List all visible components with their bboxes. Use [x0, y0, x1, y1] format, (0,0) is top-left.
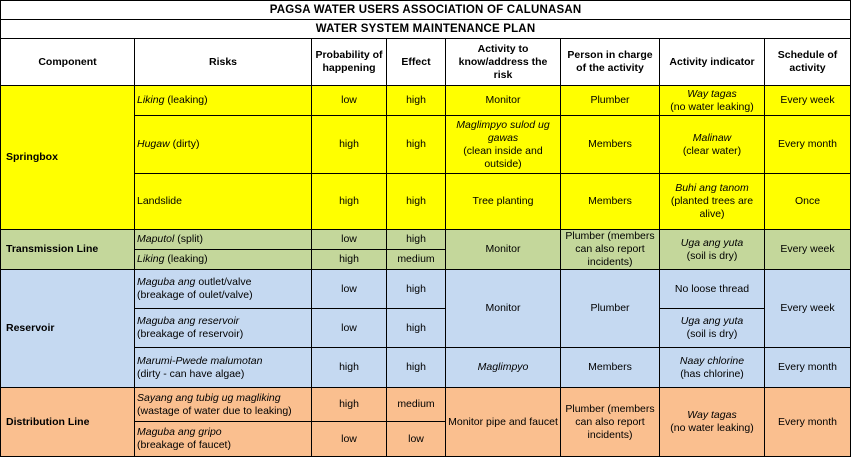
indicator-en: (soil is dry) [686, 328, 738, 340]
header-effect: Effect [387, 39, 446, 86]
risk-local: Maguba ang [137, 276, 196, 288]
component-springbox: Springbox [1, 86, 135, 230]
probability-cell: low [312, 230, 387, 250]
risk-local: Maputol [137, 233, 175, 245]
risk-en: (leaking) [167, 94, 208, 106]
component-distribution-line: Distribution Line [1, 388, 135, 457]
probability-cell: high [312, 250, 387, 270]
risk-local: Liking [137, 94, 165, 106]
indicator-local: Naay chlorine [679, 354, 745, 367]
risk-cell [135, 250, 312, 270]
header-risks: Risks [135, 39, 312, 86]
risk-cell [135, 309, 312, 348]
risk-en: (dirty - can have algae) [137, 367, 245, 380]
probability-cell: low [312, 309, 387, 348]
probability-cell: high [312, 116, 387, 174]
risk-cell [135, 388, 312, 422]
effect-cell: high [387, 348, 446, 388]
schedule-cell: Once [765, 174, 851, 230]
probability-cell: high [312, 388, 387, 422]
activity-cell: Monitor [446, 86, 561, 116]
person-cell: Plumber [561, 270, 660, 348]
risk-en: (breakage of oulet/valve) [137, 289, 253, 301]
indicator-local: Malinaw [692, 131, 732, 144]
risk-en: (breakage of reservoir) [137, 328, 244, 340]
effect-cell: low [387, 422, 446, 457]
risk-cell: Landslide [135, 174, 312, 230]
schedule-cell: Every month [765, 388, 851, 457]
risk-local-tail: outlet/valve [198, 276, 252, 288]
indicator-en: (has chlorine) [680, 367, 744, 380]
risk-cell [135, 422, 312, 457]
indicator-cell [660, 388, 765, 457]
indicator-cell [660, 309, 765, 348]
risk-local: Liking [137, 253, 165, 265]
indicator-en: (clear water) [682, 144, 742, 157]
indicator-cell [660, 116, 765, 174]
indicator-cell [660, 230, 765, 270]
probability-cell: high [312, 348, 387, 388]
indicator-local: Way tagas [687, 409, 737, 421]
risk-local: Hugaw [137, 138, 170, 150]
component-reservoir: Reservoir [1, 270, 135, 388]
header-probability: Probability of happening [312, 39, 387, 86]
indicator-en: (no water leaking) [670, 100, 754, 113]
activity-cell: Monitor [446, 230, 561, 270]
person-cell: Plumber (members can also report incidents) [561, 388, 660, 457]
indicator-cell [660, 86, 765, 116]
schedule-cell: Every month [765, 348, 851, 388]
component-transmission-line: Transmission Line [1, 230, 135, 270]
effect-cell: high [387, 174, 446, 230]
risk-local-tail: reservoir [198, 315, 240, 327]
effect-cell: medium [387, 250, 446, 270]
indicator-en: (soil is dry) [686, 249, 738, 262]
probability-cell: low [312, 422, 387, 457]
header-activity: Activity to know/address the risk [446, 39, 561, 86]
header-schedule: Schedule of activity [765, 39, 851, 86]
effect-cell: medium [387, 388, 446, 422]
header-person: Person in charge of the activity [561, 39, 660, 86]
schedule-cell: Every week [765, 270, 851, 348]
activity-cell: Maglimpyo [446, 348, 561, 388]
table-row [1, 230, 851, 250]
header-component: Component [1, 39, 135, 86]
indicator-en: (no water leaking) [670, 422, 754, 434]
risk-cell [135, 348, 312, 388]
table-row [1, 86, 851, 116]
risk-local: Sayang ang tubig ug magliking [137, 391, 281, 404]
risk-en: (dirty) [172, 138, 200, 150]
person-cell: Members [561, 174, 660, 230]
risk-cell [135, 116, 312, 174]
title-line-2: WATER SYSTEM MAINTENANCE PLAN [1, 20, 851, 39]
table-row [1, 388, 851, 422]
indicator-cell [660, 174, 765, 230]
person-cell: Members [561, 348, 660, 388]
indicator-local: Way tagas [687, 87, 737, 100]
risk-en: (breakage of faucet) [137, 439, 231, 451]
indicator-cell: No loose thread [660, 270, 765, 309]
risk-en: (leaking) [167, 253, 208, 265]
person-cell: Plumber [561, 86, 660, 116]
risk-cell [135, 86, 312, 116]
indicator-local: Buhi ang tanom [675, 182, 749, 194]
effect-cell: high [387, 230, 446, 250]
probability-cell: high [312, 174, 387, 230]
probability-cell: low [312, 270, 387, 309]
risk-local: Maguba ang gripo [137, 426, 222, 438]
probability-cell: low [312, 86, 387, 116]
risk-en: (wastage of water due to leaking) [137, 404, 292, 417]
activity-cell: Monitor [446, 270, 561, 348]
risk-en: (split) [177, 233, 203, 245]
person-cell: Members [561, 116, 660, 174]
activity-cell [446, 116, 561, 174]
effect-cell: high [387, 309, 446, 348]
schedule-cell: Every week [765, 86, 851, 116]
activity-cell: Monitor pipe and faucet [446, 388, 561, 457]
indicator-local: Uga ang yuta [680, 315, 744, 327]
activity-cell: Tree planting [446, 174, 561, 230]
schedule-cell: Every month [765, 116, 851, 174]
schedule-cell: Every week [765, 230, 851, 270]
indicator-cell [660, 348, 765, 388]
header-indicator: Activity indicator [660, 39, 765, 86]
title-line-1: PAGSA WATER USERS ASSOCIATION OF CALUNASAN [1, 1, 851, 20]
indicator-local: Uga ang yuta [680, 236, 744, 249]
activity-en: (clean inside and outside) [463, 144, 543, 170]
activity-local: Maglimpyo sulod ug gawas [456, 118, 550, 144]
risk-cell [135, 230, 312, 250]
indicator-en: (planted trees are alive) [670, 195, 754, 220]
risk-local: Maguba ang [137, 315, 196, 327]
effect-cell: high [387, 270, 446, 309]
risk-local: Marumi-Pwede malumotan [137, 354, 263, 367]
effect-cell: high [387, 116, 446, 174]
risk-cell [135, 270, 312, 309]
table-row [1, 270, 851, 309]
person-cell: Plumber (members can also report incidents) [561, 230, 660, 270]
effect-cell: high [387, 86, 446, 116]
